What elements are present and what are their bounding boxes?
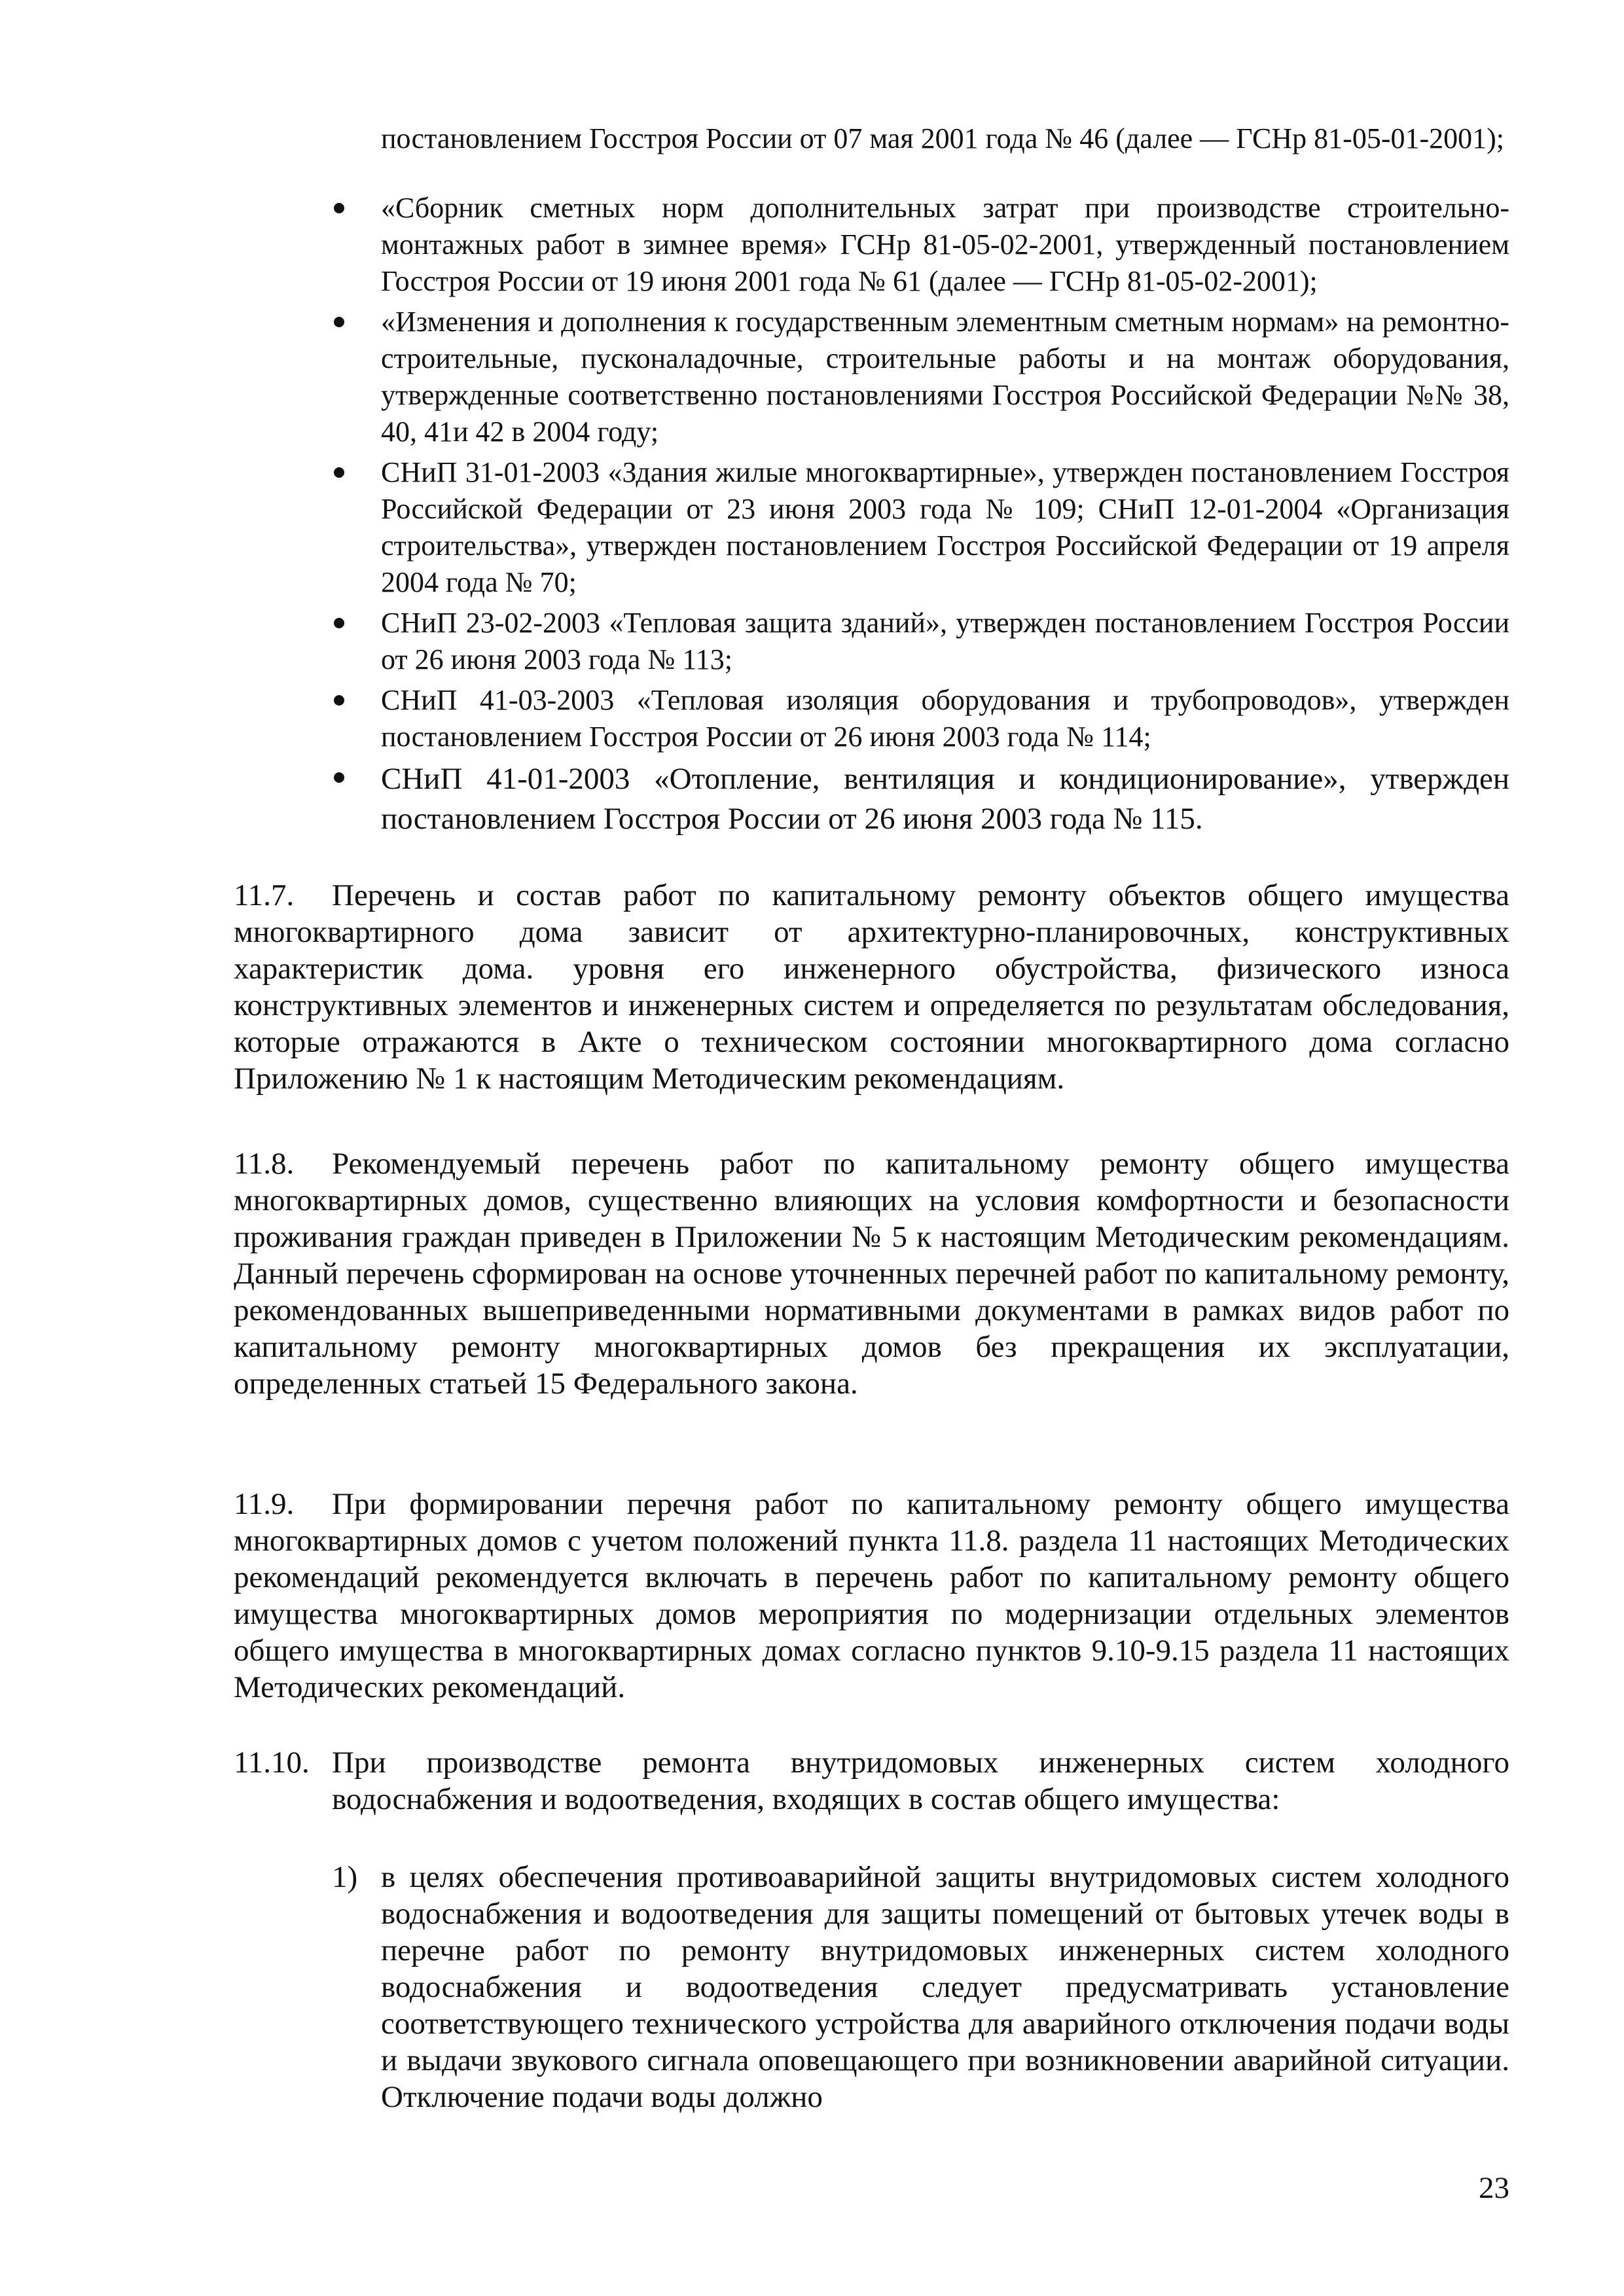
subitem-number: 1) (332, 1860, 358, 1894)
list-item: СНиП 41-03-2003 «Тепловая изоляция оборудования и трубопроводов», утвержден постановлением Госстроя России от 26 июня 2003 года № 114; (381, 682, 1509, 755)
section-11-8 (234, 1145, 1509, 1402)
list-item: СНиП 23-02-2003 «Тепловая защита зданий», утвержден постановлением Госстроя России от 26 июня 2003 года № 113; (381, 605, 1509, 678)
list-item: «Сборник сметных норм дополнительных затрат при производстве строительно-монтажных работ в зимнее время» ГСНр 81-05-02-2001, утвержденный постановлением Госстроя России от 19 июня 2001 года № 61 (далее — ГСНр 81-05-02-2001); (381, 190, 1509, 300)
intro-fragment: постановлением Госстроя России от 07 мая 2001 года № 46 (далее — ГСНр 81-05-01-2001); (381, 122, 1504, 154)
section-text: При производстве ремонта внутридомовых инженерных систем холодного водоснабжения и водоотведения, входящих в состав общего имущества: (332, 1746, 1509, 1816)
section-number: 11.7. (234, 878, 295, 912)
page-number: 23 (1479, 2171, 1509, 2205)
section-number: 11.9. (234, 1487, 295, 1521)
list-item: «Изменения и дополнения к государственным элементным сметным нормам» на ремонтно-строительные, пусконаладочные, строительные работы и на монтаж оборудования, утвержденные соответственно постановлениями Госстроя Российской Федерации №№ 38, 40, 41и 42 в 2004 году; (381, 304, 1509, 450)
bullet-icon (334, 772, 344, 783)
section-number: 11.10. (234, 1746, 310, 1780)
section-text: Рекомендуемый перечень работ по капитальному ремонту общего имущества многоквартирных домов, существенно влияющих на условия комфортности и безопасности проживания граждан приведен в Приложении № 5 к настоящим Методическим рекомендациям. Данный перечень сформирован на основе уточненных перечней работ по капитальному ремонту, рекомендованных вышеприведенными нормативными документами в рамках видов работ по капитальному ремонту многоквартирных домов без прекращения их эксплуатации, определенных статьей 15 Федерального закона. (234, 1147, 1509, 1401)
section-text: При формировании перечня работ по капитальному ремонту общего имущества многоквартирных домов с учетом положений пункта 11.8. раздела 11 настоящих Методических рекомендаций рекомендуется включать в перечень работ по капитальному ремонту общего имущества многоквартирных домов мероприятия по модернизации отдельных элементов общего имущества в многоквартирных домах согласно пунктов 9.10-9.15 раздела 11 настоящих Методических рекомендаций. (234, 1487, 1509, 1704)
subitem-text: в целях обеспечения противоаварийной защиты внутридомовых систем холодного водоснабжения и водоотведения для защиты помещений от бытовых утечек воды в перечне работ по ремонту внутридомовых инженерных систем холодного водоснабжения и водоотведения следует предусматривать установление соответствующего технического устройства для аварийного отключения подачи воды и выдачи звукового сигнала оповещающего при возникновении аварийной ситуации. Отключение подачи воды должно (381, 1860, 1509, 2114)
bullet-icon (334, 203, 344, 213)
section-text: Перечень и состав работ по капитальному ремонту объектов общего имущества многоквартирного дома зависит от архитектурно-планировочных, конструктивных характеристик дома. уровня его инженерного обустройства, физического износа конструктивных элементов и инженерных систем и определяется по результатам обследования, которые отражаются в Акте о техническом состоянии многоквартирного дома согласно Приложению № 1 к настоящим Методическим рекомендациям. (234, 878, 1509, 1096)
section-11-10 (234, 1744, 1509, 1818)
bullet-icon (334, 467, 344, 478)
section-number: 11.8. (234, 1147, 295, 1181)
bullet-icon (334, 618, 344, 628)
subitem-1 (332, 1859, 1509, 2115)
list-item: СНиП 41-01-2003 «Отопление, вентиляция и кондиционирование», утвержден постановлением Госстроя России от 26 июня 2003 года № 115. (381, 759, 1509, 839)
section-11-7 (234, 877, 1509, 1097)
list-item: СНиП 31-01-2003 «Здания жилые многоквартирные», утвержден постановлением Госстроя Российской Федерации от 23 июня 2003 года № 109; СНиП 12-01-2004 «Организация строительства», утвержден постановлением Госстроя Российской Федерации от 19 апреля 2004 года № 70; (381, 454, 1509, 601)
normative-documents-list (0, 190, 1509, 843)
section-11-9 (234, 1486, 1509, 1706)
bullet-icon (334, 695, 344, 706)
bullet-icon (334, 317, 344, 327)
